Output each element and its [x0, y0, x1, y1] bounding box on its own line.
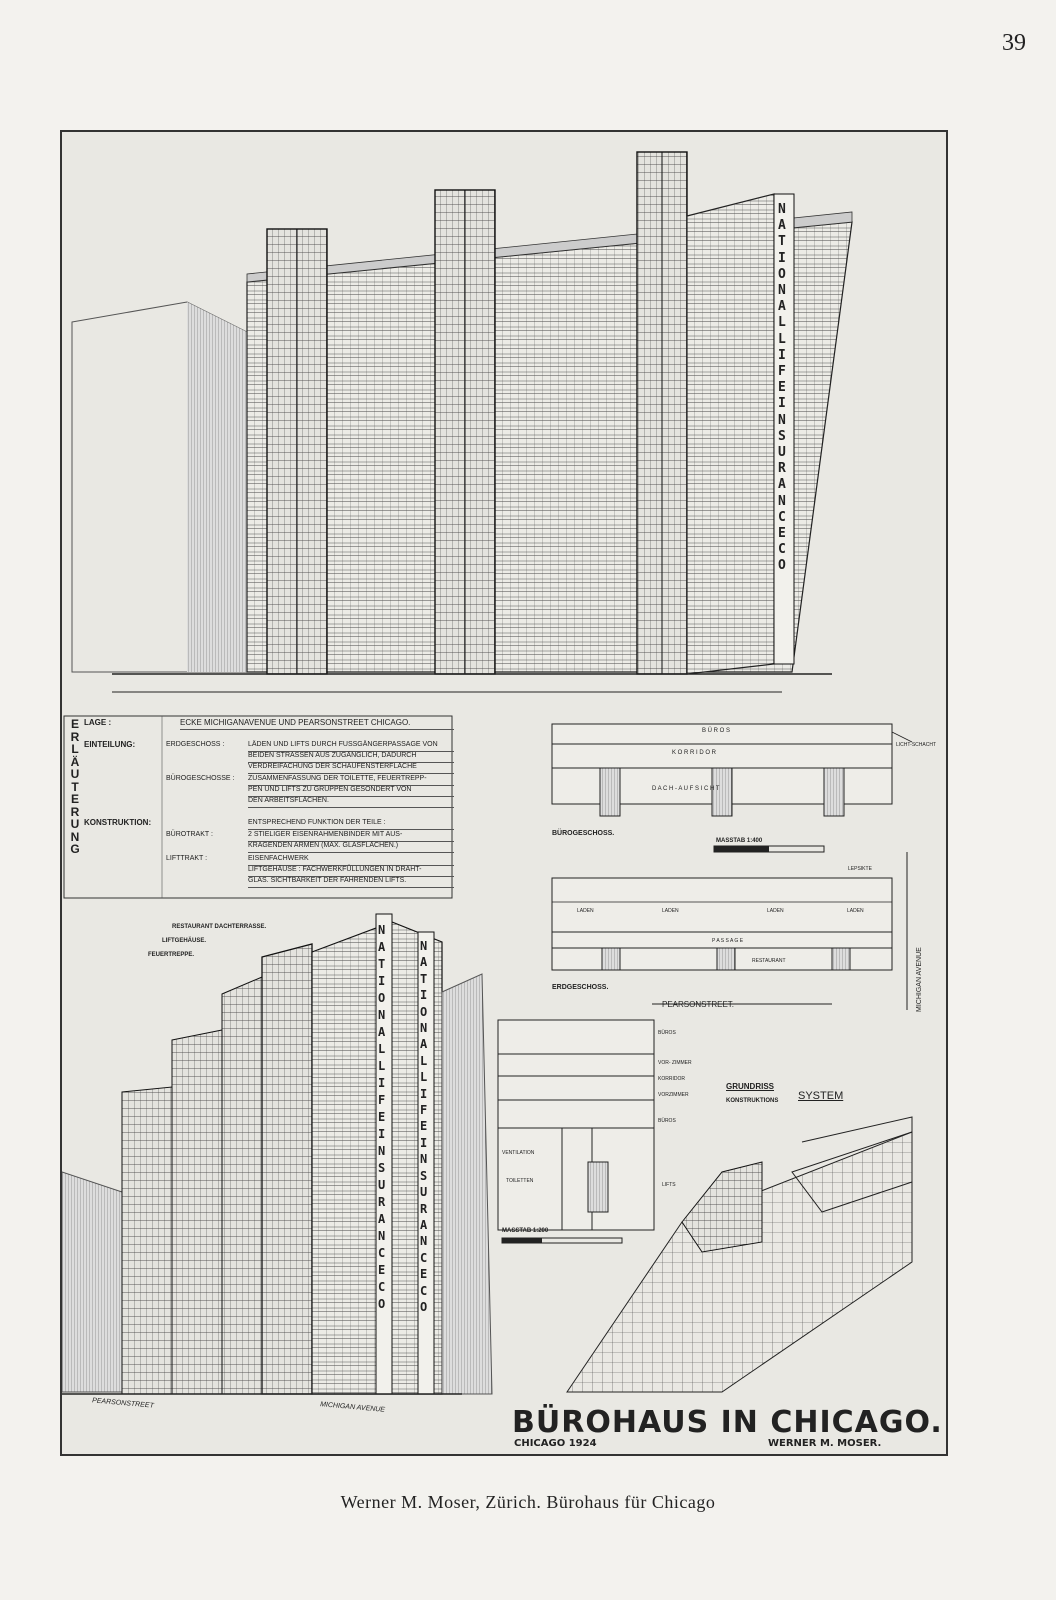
legend-sub-burotrakt: BÜROTRAKT : — [166, 831, 213, 838]
figure-caption: Werner M. Moser, Zürich. Bürohaus für Chicago — [340, 1492, 716, 1512]
facade-lettering-top: NATIONAL LIFE INSURANCE CO — [778, 202, 786, 574]
system-label: LIFTS — [662, 1182, 676, 1188]
system-label: BÜROS — [658, 1118, 676, 1124]
plan-laden-1: LADEN — [577, 908, 594, 914]
system-label: VORZIMMER — [658, 1092, 689, 1098]
legend-sub-lifttrakt: LIFTTRAKT : — [166, 855, 208, 862]
top-perspective — [72, 152, 852, 692]
system-label: TOILETTEN — [506, 1178, 534, 1184]
plan-lower-title: ERDGESCHOSS. — [552, 984, 609, 991]
facade-lettering-left: NATIONAL LIFE INSURANCE CO — [378, 923, 386, 1311]
street-michigan-plan: MICHIGAN AVENUE — [916, 947, 923, 1012]
system-label: KORRIDOR — [658, 1076, 685, 1082]
legend-line: VERDREIFACHUNG DER SCHAUFENSTERFLÄCHE — [248, 762, 454, 774]
street-pearson-plan: PEARSONSTREET. — [662, 1000, 735, 1009]
system-label: BÜROS — [658, 1030, 676, 1036]
legend-key-konstruktion: KONSTRUKTION: — [84, 818, 152, 827]
legend-line: LÄDEN UND LIFTS DURCH FUSSGÄNGERPASSAGE VON — [248, 740, 454, 752]
plan-laden-2: LADEN — [662, 908, 679, 914]
plan-korridor-label: K O R R I D O R — [672, 750, 717, 756]
roof-label-liftgehause: LIFTGEHÄUSE. — [162, 938, 207, 944]
system-grundriss: GRUNDRISS — [726, 1082, 775, 1091]
system-diagram — [498, 1020, 912, 1392]
legend-line: KRAGENDEN ARMEN (MAX. GLASFLÄCHEN.) — [248, 841, 454, 853]
legend-value-lage: ECKE MICHIGANAVENUE UND PEARSONSTREET CHICAGO. — [180, 718, 454, 730]
plan-laden-3: LADEN — [767, 908, 784, 914]
plan-upper-title: BÜROGESCHOSS. — [552, 830, 615, 837]
legend-line: 2 STIELIGER EISENRAHMENBINDER MIT AUS- — [248, 830, 454, 842]
plan-annex-label: LEPSIKTE — [848, 866, 872, 872]
page-number: 39 — [1002, 30, 1026, 56]
system-konstruktion: KONSTRUKTIONS — [726, 1098, 779, 1104]
legend-sub-burogeschosse: BÜROGESCHOSSE : — [166, 775, 235, 782]
plate-subtitle-left: CHICAGO 1924 — [514, 1438, 597, 1449]
roof-label-restaurant: RESTAURANT DACHTERRASSE. — [172, 924, 267, 930]
plan-side-label: LICHT-SCHACHT — [896, 742, 937, 748]
legend-text — [70, 718, 454, 902]
plan-dach-label: D A C H - A U F S I C H T — [652, 786, 720, 792]
plate-subtitle-right: WERNER M. MOSER. — [768, 1438, 882, 1449]
facade-lettering-right: NATIONAL LIFE INSURANCE CO — [420, 939, 428, 1314]
legend-key-lage: LAGE : — [84, 718, 112, 727]
system-scale: MASSTAB 1:200 — [502, 1228, 549, 1234]
plan-restaurant-label: RESTAURANT — [752, 958, 786, 964]
plan-laden-4: LADEN — [847, 908, 864, 914]
legend-line: ZUSAMMENFASSUNG DER TOILETTE, FEUERTREPP- — [248, 774, 454, 786]
street-pearson: PEARSONSTREET — [91, 1397, 155, 1410]
legend-line: DEN ARBEITSFLÄCHEN. — [248, 796, 454, 808]
plan-upper-scale: MASSTAB 1:400 — [716, 838, 763, 844]
legend-line: PEN UND LIFTS ZU GRUPPEN GESONDERT VON — [248, 785, 454, 797]
legend-line: ENTSPRECHEND FUNKTION DER TEILE : — [248, 818, 454, 830]
legend-vertical-word: ERLÄUTERUNG — [70, 717, 80, 856]
street-michigan: MICHIGAN AVENUE — [319, 1401, 386, 1414]
system-label: VOR- ZIMMER — [658, 1060, 692, 1066]
legend-line: BEIDEN STRASSEN AUS ZUGÄNGLICH, DADURCH — [248, 751, 454, 763]
architectural-plate — [60, 130, 948, 1456]
roof-label-feuertreppe: FEUERTREPPE. — [148, 952, 195, 958]
system-word: SYSTEM — [798, 1090, 844, 1102]
plan-passage-label: P A S S A G E — [712, 938, 744, 944]
legend-line: GLAS. SICHTBARKEIT DER FAHRENDEN LIFTS. — [248, 876, 454, 888]
plate-title: BÜROHAUS IN CHICAGO. — [512, 1405, 943, 1440]
legend-line: EISENFACHWERK — [248, 854, 454, 866]
legend-line: LIFTGEHÄUSE : FACHWERKFÜLLUNGEN IN DRAHT- — [248, 865, 454, 877]
system-label: VENTILATION — [502, 1150, 535, 1156]
plan-buros-label: B Ü R O S — [702, 728, 731, 734]
legend-sub-erdgeschoss: ERDGESCHOSS : — [166, 741, 225, 748]
legend-key-einteilung: EINTEILUNG: — [84, 740, 136, 749]
